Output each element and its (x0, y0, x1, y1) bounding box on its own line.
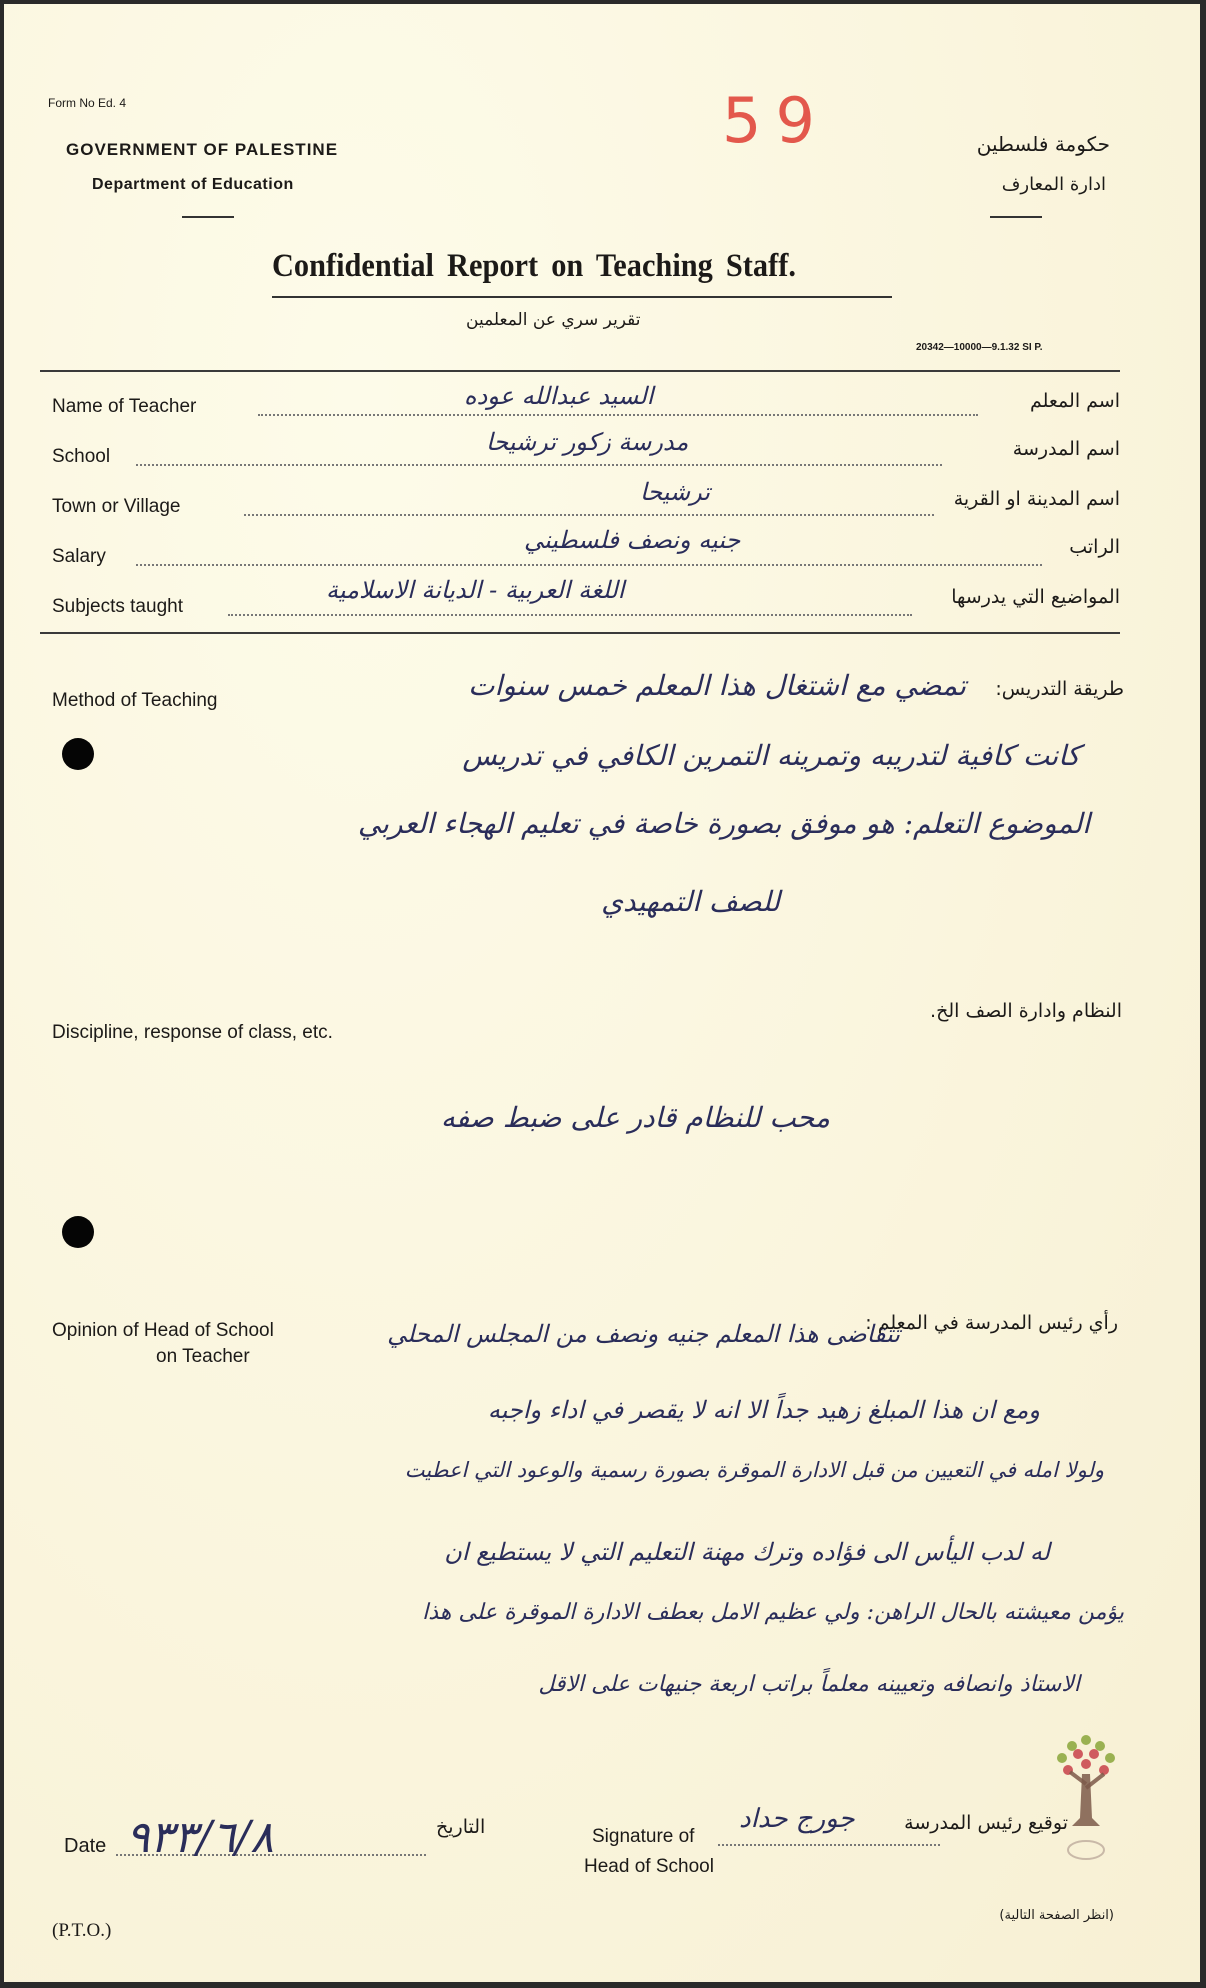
field-value-subjects: اللغة العربية - الديانة الاسلامية (326, 576, 625, 604)
opinion-label: Opinion of Head of School (52, 1320, 274, 1341)
signature-label-arabic: توقيع رئيس المدرسة (904, 1812, 1068, 1834)
field-label-salary: Salary (52, 546, 106, 567)
opinion-text-line: يؤمن معيشته بالحال الراهن: ولي عظيم الامل بعطف الادارة الموقرة على هذا (422, 1600, 1124, 1625)
method-label-arabic: طريقة التدريس: (995, 678, 1124, 700)
field-label-name-arabic: اسم المعلم (1029, 390, 1120, 412)
discipline-label-arabic: النظام وادارة الصف الخ. (930, 1000, 1122, 1022)
department-heading: Department of Education (92, 176, 294, 193)
pto-label: (P.T.O.) (52, 1920, 112, 1941)
field-value-salary: جنيه ونصف فلسطيني (524, 526, 741, 554)
signature-dotline (718, 1844, 940, 1846)
method-text-line: للصف التمهيدي (601, 885, 780, 918)
opinion-text-line: تتقاضى هذا المعلم جنيه ونصف من المجلس المحلي (387, 1320, 900, 1348)
field-label-school: School (52, 446, 111, 467)
report-title: Confidential Report on Teaching Staff. (272, 248, 796, 284)
form-number: Form No Ed. 4 (48, 96, 127, 110)
archive-tree-logo (1048, 1726, 1124, 1866)
opinion-text-line: ومع ان هذا المبلغ زهيد جداً الا انه لا يقصر في اداء واجبه (487, 1396, 1040, 1424)
field-dotline (258, 414, 978, 416)
field-label-subjects: Subjects taught (52, 596, 183, 617)
field-label-name: Name of Teacher (52, 396, 197, 417)
header-rule-right (990, 216, 1042, 218)
method-label: Method of Teaching (52, 690, 218, 711)
field-value-school: مدرسة زكور ترشيحا (486, 428, 689, 456)
field-label-school-arabic: اسم المدرسة (1012, 438, 1120, 460)
field-dotline (136, 464, 942, 466)
report-title-arabic: تقرير سري عن المعلمين (466, 310, 641, 330)
fields-top-rule (40, 370, 1120, 372)
discipline-label: Discipline, response of class, etc. (52, 1022, 333, 1043)
punch-hole (62, 738, 94, 770)
field-label-salary-arabic: الراتب (1069, 536, 1120, 558)
opinion-text-line: له لدب اليأس الى فؤاده وترك مهنة التعليم التي لا يستطيع ان (444, 1538, 1050, 1566)
opinion-label-sub: on Teacher (156, 1346, 250, 1367)
government-heading-arabic: حكومة فلسطين (976, 132, 1110, 156)
serial-number: 59 (722, 84, 829, 157)
field-dotline (136, 564, 1042, 566)
field-label-subjects-arabic: المواضيع التي يدرسها (951, 586, 1120, 608)
header-rule-left (182, 216, 234, 218)
field-value-name: السيد عبدالله عوده (464, 382, 654, 410)
field-label-town-arabic: اسم المدينة او القرية (953, 488, 1120, 510)
signature-label-sub: Head of School (584, 1856, 714, 1877)
opinion-text-line: ولولا امله في التعيين من قبل الادارة الموقرة بصورة رسمية والوعود التي اعطيت (404, 1458, 1104, 1482)
opinion-text-line: الاستاذ وانصافه وتعيينه معلماً براتب اربعة جنيهات على الاقل (538, 1672, 1080, 1697)
opinion-label-arabic: رأي رئيس المدرسة في المعلم : (865, 1312, 1118, 1334)
fields-bottom-rule (40, 632, 1120, 634)
report-form-page (4, 4, 1200, 1982)
field-dotline (228, 614, 912, 616)
title-underline (272, 296, 892, 298)
date-label-arabic: التاريخ (436, 1816, 486, 1838)
date-label: Date (64, 1835, 107, 1857)
method-text-line: تمضي مع اشتغال هذا المعلم خمس سنوات (468, 669, 966, 702)
print-code: 20342—10000—9.1.32 SI P. (916, 342, 1043, 353)
signature-label: Signature of (592, 1826, 695, 1847)
method-text-line: كانت كافية لتدريبه وتمرينه التمرين الكافي في تدريس (462, 739, 1080, 772)
date-value: ٩٣٣/٦/٨ (126, 1812, 274, 1863)
department-heading-arabic: ادارة المعارف (1001, 174, 1106, 195)
punch-hole (62, 1216, 94, 1248)
government-heading: GOVERNMENT OF PALESTINE (66, 140, 339, 159)
field-label-town: Town or Village (52, 496, 181, 517)
signature-value: جورج حداد (739, 1804, 855, 1834)
field-dotline (244, 514, 934, 516)
pto-label-arabic: (انظر الصفحة التالية) (999, 1908, 1114, 1923)
field-value-town: ترشيحا (640, 478, 711, 506)
discipline-text-line: محب للنظام قادر على ضبط صفه (440, 1101, 830, 1134)
method-text-line: الموضوع التعلم: هو موفق بصورة خاصة في تعليم الهجاء العربي (357, 807, 1090, 840)
